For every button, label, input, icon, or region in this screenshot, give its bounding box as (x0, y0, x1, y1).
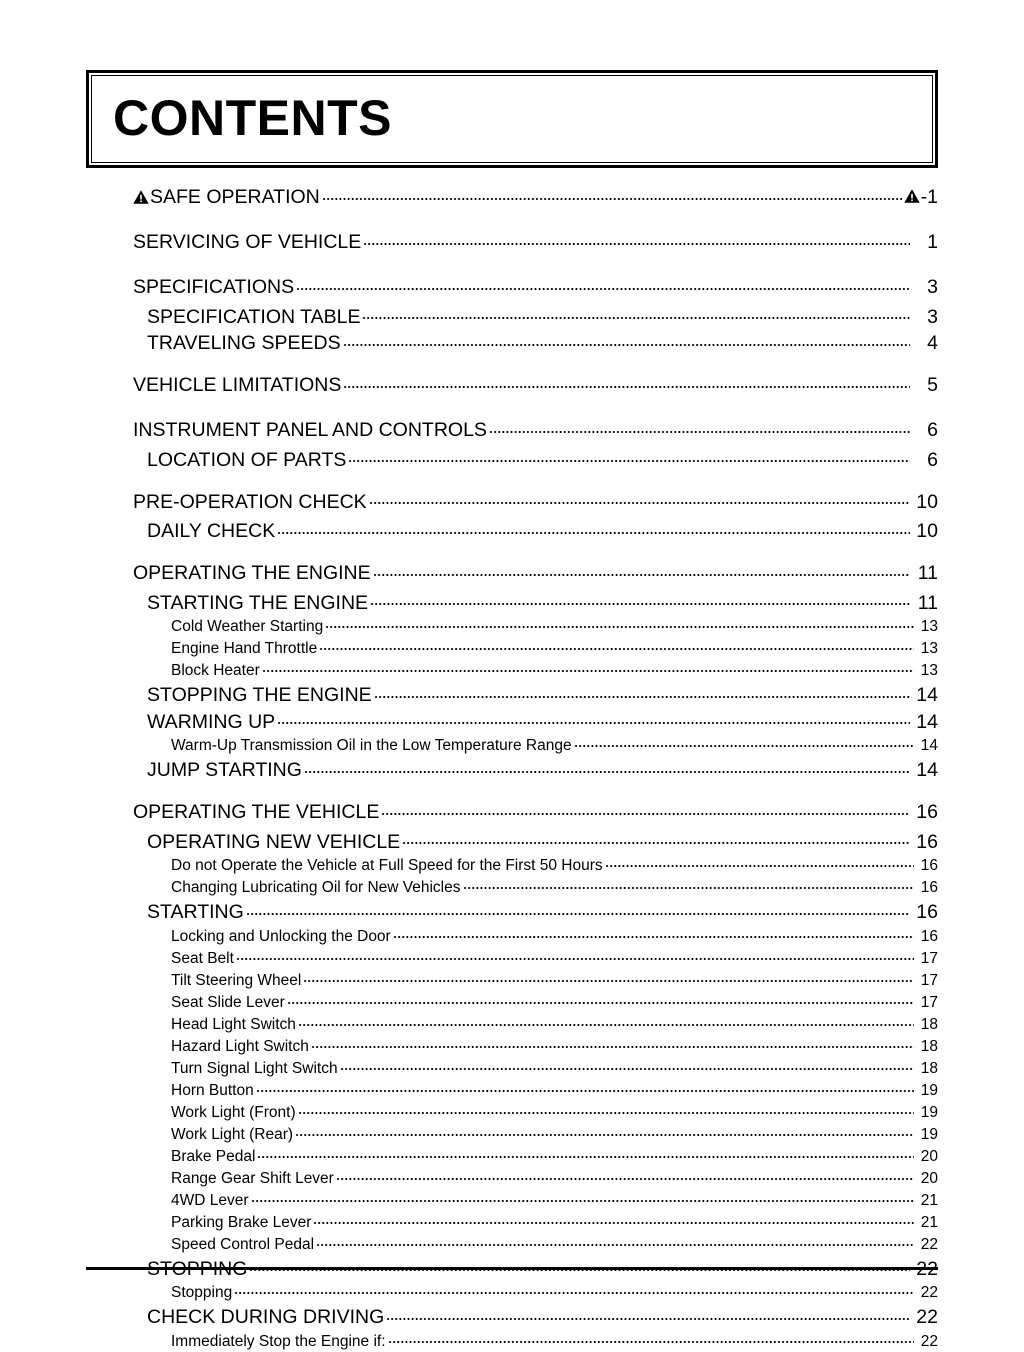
toc-entry-page-number: 20 (916, 1168, 938, 1190)
toc-entry-head-light-switch[interactable] (0, 1013, 1024, 1035)
toc-entry-page-number: 11 (912, 557, 938, 589)
toc-entry-label: SAFE OPERATION (133, 181, 320, 213)
toc-entry-page-number: 3 (912, 305, 938, 330)
toc-entry-warm-up-transmission-oil-in-the-low-temperatur[interactable] (0, 735, 1024, 757)
dot-leader (313, 1211, 914, 1227)
toc-entry-label: Horn Button (171, 1080, 254, 1102)
toc-entry-seat-slide-lever[interactable] (0, 991, 1024, 1013)
dot-leader (262, 660, 914, 676)
dot-leader (574, 735, 914, 751)
toc-entry-label: LOCATION OF PARTS (147, 448, 346, 473)
toc-entry-label: Speed Control Pedal (171, 1234, 314, 1256)
toc-entry-page-number: 17 (916, 948, 938, 970)
toc-entry-page-number: 1 (912, 226, 938, 258)
toc-entry-page-number: 22 (916, 1331, 938, 1352)
dot-leader (343, 330, 910, 350)
toc-entry-label: SPECIFICATION TABLE (147, 305, 360, 330)
toc-entry-check-during-driving[interactable] (0, 1304, 1024, 1331)
toc-entry-label: Block Heater (171, 660, 260, 682)
toc-entry-page-number: 21 (916, 1190, 938, 1212)
dot-leader (343, 372, 910, 392)
dot-leader (236, 947, 914, 963)
table-of-contents (0, 181, 1024, 1352)
dot-leader (325, 616, 914, 632)
dot-leader (298, 1101, 914, 1117)
dot-leader (348, 446, 910, 466)
toc-entry-page-number: 22 (912, 1257, 938, 1282)
toc-entry-label: TRAVELING SPEEDS (147, 331, 341, 356)
toc-entry-page-number: 16 (912, 900, 938, 925)
toc-entry-page-number: 20 (916, 1146, 938, 1168)
toc-entry-label: SPECIFICATIONS (133, 271, 294, 303)
dot-leader (277, 518, 910, 538)
toc-entry-warming-up[interactable] (0, 708, 1024, 735)
toc-entry-changing-lubricating-oil-for-new-vehicles[interactable] (0, 877, 1024, 899)
dot-leader (393, 925, 914, 941)
dot-leader (303, 969, 914, 985)
toc-entry-page-number: 22 (916, 1234, 938, 1256)
toc-entry-traveling-speeds[interactable] (0, 330, 1024, 357)
dot-leader (402, 828, 910, 848)
toc-entry-label: JUMP STARTING (147, 758, 302, 783)
toc-entry-label: Hazard Light Switch (171, 1036, 309, 1058)
toc-entry-page-number: 19 (916, 1080, 938, 1102)
dot-leader (381, 799, 910, 819)
toc-entry-work-light-rear[interactable] (0, 1123, 1024, 1145)
toc-entry-page-number: 22 (916, 1282, 938, 1304)
toc-entry-page-number: 13 (916, 616, 938, 638)
toc-entry-page-number: 14 (912, 683, 938, 708)
toc-entry-label: DAILY CHECK (147, 519, 275, 544)
toc-entry-page-number: 18 (916, 1058, 938, 1080)
toc-entry-horn-button[interactable] (0, 1079, 1024, 1101)
toc-entry-parking-brake-lever[interactable] (0, 1211, 1024, 1233)
toc-entry-locking-and-unlocking-the-door[interactable] (0, 925, 1024, 947)
toc-entry-safe-operation[interactable] (0, 181, 1024, 213)
toc-entry-page-number: 16 (916, 855, 938, 877)
toc-entry-turn-signal-light-switch[interactable] (0, 1057, 1024, 1079)
toc-entry-label: OPERATING THE ENGINE (133, 557, 371, 589)
toc-entry-do-not-operate-the-vehicle-at-full-speed-for-t[interactable] (0, 855, 1024, 877)
dot-leader (374, 682, 910, 702)
dot-leader (489, 417, 910, 437)
toc-entry-label: Cold Weather Starting (171, 616, 323, 638)
dot-leader (370, 589, 910, 609)
toc-entry-tilt-steering-wheel[interactable] (0, 969, 1024, 991)
dot-leader (362, 303, 910, 323)
toc-entry-label: STOPPING (147, 1257, 247, 1282)
toc-entry-label: Parking Brake Lever (171, 1212, 311, 1234)
dot-leader (287, 991, 914, 1007)
dot-leader (316, 1233, 914, 1249)
toc-entry-label: Brake Pedal (171, 1146, 255, 1168)
toc-entry-label: Range Gear Shift Lever (171, 1168, 334, 1190)
toc-entry-label: 4WD Lever (171, 1190, 249, 1212)
toc-entry-work-light-front[interactable] (0, 1101, 1024, 1123)
toc-entry-hazard-light-switch[interactable] (0, 1035, 1024, 1057)
toc-entry-vehicle-limitations[interactable] (0, 369, 1024, 401)
toc-entry-page-number: 13 (916, 660, 938, 682)
toc-entry-page-number: 5 (912, 369, 938, 401)
toc-entry-page-number: 14 (912, 758, 938, 783)
toc-entry-label: Warm-Up Transmission Oil in the Low Temperature Range (171, 735, 572, 757)
toc-entry-label: OPERATING NEW VEHICLE (147, 830, 400, 855)
toc-entry-page-number: 6 (912, 448, 938, 473)
toc-entry-label: Locking and Unlocking the Door (171, 926, 391, 948)
toc-entry-page-number: 18 (916, 1014, 938, 1036)
toc-entry-page-number: 16 (912, 830, 938, 855)
dot-leader (386, 1304, 910, 1324)
dot-leader (340, 1057, 914, 1073)
toc-entry-label: Engine Hand Throttle (171, 638, 317, 660)
toc-entry-engine-hand-throttle[interactable] (0, 638, 1024, 660)
toc-entry-label: INSTRUMENT PANEL AND CONTROLS (133, 414, 487, 446)
dot-leader (369, 488, 910, 508)
toc-entry-label: Seat Slide Lever (171, 992, 285, 1014)
toc-entry-4wd-lever[interactable] (0, 1189, 1024, 1211)
toc-entry-page-number: 21 (916, 1212, 938, 1234)
toc-entry-starting-the-engine[interactable] (0, 589, 1024, 616)
toc-entry-operating-the-vehicle[interactable] (0, 796, 1024, 828)
toc-entry-label: Changing Lubricating Oil for New Vehicles (171, 877, 461, 899)
dot-leader (295, 1123, 914, 1139)
dot-leader (298, 1013, 914, 1029)
toc-entry-page-number: 3 (912, 271, 938, 303)
toc-entry-immediately-stop-the-engine-if[interactable] (0, 1330, 1024, 1352)
toc-entry-page-number: 19 (916, 1124, 938, 1146)
toc-entry-page-number: 16 (916, 926, 938, 948)
toc-entry-range-gear-shift-lever[interactable] (0, 1167, 1024, 1189)
toc-entry-page-number: 14 (916, 735, 938, 757)
toc-entry-instrument-panel-and-controls[interactable] (0, 414, 1024, 446)
toc-entry-page-number: 17 (916, 992, 938, 1014)
dot-leader (336, 1167, 914, 1183)
toc-entry-starting[interactable] (0, 899, 1024, 926)
dot-leader (304, 757, 910, 777)
toc-entry-label: Stopping (171, 1282, 232, 1304)
toc-entry-page-number: 16 (916, 877, 938, 899)
toc-entry-label: SERVICING OF VEHICLE (133, 226, 361, 258)
toc-entry-label: Immediately Stop the Engine if: (171, 1331, 386, 1352)
footer-divider (86, 1267, 938, 1270)
toc-entry-label: Do not Operate the Vehicle at Full Speed for the First 50 Hours (171, 855, 603, 877)
toc-entry-operating-new-vehicle[interactable] (0, 828, 1024, 855)
toc-entry-label: STOPPING THE ENGINE (147, 683, 372, 708)
dot-leader (257, 1145, 914, 1161)
toc-entry-operating-the-engine[interactable] (0, 557, 1024, 589)
toc-entry-brake-pedal[interactable] (0, 1145, 1024, 1167)
dot-leader (605, 855, 914, 871)
toc-entry-speed-control-pedal[interactable] (0, 1233, 1024, 1255)
toc-entry-label: PRE-OPERATION CHECK (133, 486, 367, 518)
toc-entry-label: STARTING THE ENGINE (147, 591, 368, 616)
toc-entry-label: Work Light (Rear) (171, 1124, 293, 1146)
toc-entry-page-number: 6 (912, 414, 938, 446)
toc-entry-page-number: -1 (904, 181, 938, 213)
dot-leader (319, 638, 914, 654)
page-title: CONTENTS (113, 93, 392, 143)
toc-entry-page-number: 4 (912, 331, 938, 356)
toc-entry-pre-operation-check[interactable] (0, 486, 1024, 518)
dot-leader (277, 708, 910, 728)
dot-leader (373, 560, 910, 580)
dot-leader (296, 274, 910, 294)
toc-entry-block-heater[interactable] (0, 660, 1024, 682)
toc-entry-page-number: 14 (912, 710, 938, 735)
toc-entry-daily-check[interactable] (0, 518, 1024, 545)
dot-leader (251, 1189, 914, 1205)
dot-leader (234, 1282, 914, 1298)
toc-entry-label: Seat Belt (171, 948, 234, 970)
toc-entry-page-number: 11 (912, 591, 938, 616)
toc-entry-page-number: 13 (916, 638, 938, 660)
toc-entry-label: OPERATING THE VEHICLE (133, 796, 379, 828)
toc-entry-jump-starting[interactable] (0, 757, 1024, 784)
warning-triangle-icon (133, 189, 149, 205)
page-title-box (86, 70, 938, 168)
dot-leader (388, 1330, 914, 1346)
toc-entry-location-of-parts[interactable] (0, 446, 1024, 473)
toc-entry-page-number: 10 (912, 519, 938, 544)
toc-entry-label: STARTING (147, 900, 244, 925)
dot-leader (363, 229, 910, 249)
toc-entry-stopping[interactable] (0, 1282, 1024, 1304)
toc-entry-label: Turn Signal Light Switch (171, 1058, 338, 1080)
toc-entry-label: Work Light (Front) (171, 1102, 296, 1124)
dot-leader (322, 184, 902, 204)
toc-entry-page-number: 16 (912, 796, 938, 828)
toc-entry-page-number: 19 (916, 1102, 938, 1124)
toc-entry-cold-weather-starting[interactable] (0, 616, 1024, 638)
toc-entry-page-number: 18 (916, 1036, 938, 1058)
toc-entry-label: Head Light Switch (171, 1014, 296, 1036)
dot-leader (246, 899, 910, 919)
toc-entry-label: VEHICLE LIMITATIONS (133, 369, 341, 401)
toc-entry-label: WARMING UP (147, 710, 275, 735)
toc-entry-page-number: 22 (912, 1305, 938, 1330)
warning-triangle-icon (904, 188, 920, 204)
dot-leader (311, 1035, 914, 1051)
dot-leader (256, 1079, 914, 1095)
dot-leader (463, 877, 915, 893)
toc-entry-seat-belt[interactable] (0, 947, 1024, 969)
toc-entry-specifications[interactable] (0, 271, 1024, 303)
toc-entry-label: CHECK DURING DRIVING (147, 1305, 384, 1330)
toc-entry-page-number: 17 (916, 970, 938, 992)
toc-entry-stopping-the-engine[interactable] (0, 682, 1024, 709)
dot-leader (249, 1255, 910, 1275)
toc-entry-servicing-of-vehicle[interactable] (0, 226, 1024, 258)
toc-entry-specification-table[interactable] (0, 303, 1024, 330)
toc-entry-label: Tilt Steering Wheel (171, 970, 301, 992)
toc-entry-page-number: 10 (912, 486, 938, 518)
